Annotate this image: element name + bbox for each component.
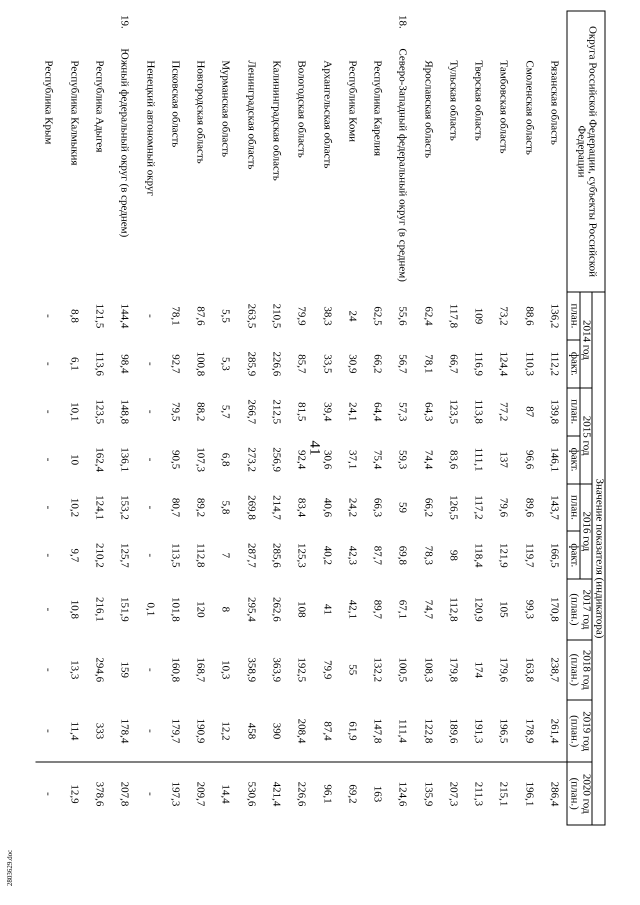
- value-cell: 238,7: [548, 657, 561, 683]
- value-cell: 79,6: [497, 497, 510, 518]
- value-cell: 108,3: [421, 657, 434, 683]
- value-cell: -: [143, 667, 156, 672]
- value-cell: 208,4: [295, 718, 308, 744]
- value-cell: 209,7: [187, 762, 212, 825]
- value-cell: 118,4: [472, 543, 485, 568]
- value-cell: 88,6: [522, 306, 535, 326]
- value-cell: 197,3: [162, 762, 187, 825]
- region-name: Тульская область: [446, 60, 459, 141]
- value-cell: 210,2: [93, 542, 106, 568]
- value-cell: 151,9: [118, 597, 131, 622]
- header-region: Округа Российской Федерации, субъекты Российской Федерации: [567, 11, 605, 292]
- value-cell: 216,1: [93, 597, 106, 622]
- value-cell: 96,1: [313, 762, 338, 825]
- value-cell: 56,7: [396, 354, 409, 374]
- value-cell: 67,1: [396, 599, 409, 620]
- region-name: Республика Карелия: [371, 60, 384, 157]
- table-row: [187, 11, 212, 825]
- value-cell: 126,5: [446, 495, 459, 520]
- region-name: Республика Коми: [345, 60, 358, 143]
- value-cell: 166,5: [548, 542, 561, 568]
- region-name: Республика Калмыкия: [67, 60, 80, 166]
- value-cell: -: [42, 505, 55, 510]
- value-cell: -: [42, 729, 55, 733]
- row-number: [35, 11, 60, 46]
- value-cell: 89,7: [371, 599, 384, 620]
- value-cell: 125,7: [118, 542, 131, 568]
- value-cell: 210,5: [269, 303, 282, 329]
- region-name: Ярославская область: [421, 60, 434, 159]
- value-cell: -: [143, 409, 156, 414]
- value-cell: 79,9: [320, 660, 333, 680]
- page-number: 41: [306, 440, 323, 456]
- value-cell: 92,4: [295, 449, 308, 470]
- value-cell: 112,8: [446, 597, 459, 622]
- value-cell: 81,5: [295, 402, 308, 422]
- row-number: [288, 11, 313, 46]
- row-number: [162, 11, 187, 46]
- value-cell: 153,2: [118, 495, 131, 520]
- value-cell: 123,5: [93, 399, 106, 425]
- value-cell: 112,2: [548, 351, 561, 376]
- row-number: [187, 11, 212, 46]
- value-cell: 358,9: [244, 657, 257, 683]
- value-cell: 99,3: [522, 599, 535, 620]
- value-cell: 14,4: [212, 762, 237, 825]
- value-cell: 66,2: [421, 497, 434, 518]
- value-cell: 207,8: [111, 762, 136, 825]
- value-cell: 12,2: [219, 721, 232, 741]
- value-cell: 33,5: [320, 354, 333, 374]
- value-cell: 121,5: [93, 303, 106, 329]
- value-cell: 139,8: [548, 399, 561, 425]
- value-cell: 144,4: [118, 303, 131, 329]
- value-cell: 390: [269, 722, 282, 740]
- region-name: Псковская область: [168, 60, 181, 148]
- value-cell: 143,7: [548, 495, 561, 520]
- value-cell: 421,4: [263, 762, 288, 825]
- value-cell: 5,8: [219, 500, 232, 515]
- value-cell: 69,8: [396, 545, 409, 565]
- value-cell: 458: [244, 722, 257, 740]
- row-number: [60, 11, 85, 46]
- value-cell: 162,4: [93, 447, 106, 472]
- value-cell: 135,9: [414, 762, 439, 825]
- value-cell: 294,6: [93, 657, 106, 683]
- table-row: [35, 11, 60, 825]
- value-cell: 215,1: [490, 762, 515, 825]
- value-cell: 89,2: [194, 497, 207, 518]
- region-name: Тамбовская область: [497, 60, 510, 154]
- value-cell: 168,7: [194, 657, 207, 683]
- value-cell: -: [143, 361, 156, 366]
- value-cell: 116,9: [472, 351, 485, 376]
- value-cell: 57,3: [396, 402, 409, 422]
- row-number: [414, 11, 439, 46]
- header-plan: план.: [567, 292, 580, 340]
- row-number: [136, 11, 161, 46]
- value-cell: 163,8: [522, 657, 535, 683]
- value-cell: 117,8: [446, 303, 459, 329]
- value-cell: 5,5: [219, 309, 232, 323]
- value-cell: 212,5: [269, 399, 282, 425]
- value-cell: 10,2: [67, 497, 80, 518]
- table-row: [313, 11, 338, 825]
- value-cell: 121,9: [497, 542, 510, 568]
- table-row: [490, 11, 515, 825]
- table-row: [515, 11, 540, 825]
- value-cell: -: [143, 314, 156, 318]
- value-cell: 256,9: [269, 447, 282, 472]
- table-row: [237, 11, 262, 825]
- table-row: [338, 11, 363, 825]
- value-cell: 266,7: [244, 399, 257, 425]
- value-cell: 11,4: [67, 721, 80, 741]
- value-cell: 78,1: [421, 354, 434, 374]
- value-cell: 83,4: [295, 497, 308, 518]
- region-name: Ленинградская область: [244, 60, 257, 170]
- header-fact: факт.: [567, 531, 580, 579]
- value-cell: 40,2: [320, 545, 333, 565]
- value-cell: 10,1: [67, 402, 80, 422]
- value-cell: 178,4: [118, 718, 131, 744]
- value-cell: 159: [118, 661, 131, 679]
- value-cell: 179,6: [497, 657, 510, 683]
- value-cell: 113,6: [93, 351, 106, 376]
- value-cell: 108: [295, 601, 308, 618]
- value-cell: 107,3: [194, 447, 207, 472]
- value-cell: -: [42, 553, 55, 558]
- region-name: Республика Адыгея: [93, 60, 106, 153]
- value-cell: 124,4: [497, 351, 510, 377]
- value-cell: 196,1: [515, 762, 540, 825]
- row-number: [263, 11, 288, 46]
- value-cell: 5,3: [219, 356, 232, 371]
- value-cell: 269,8: [244, 495, 257, 520]
- value-cell: 74,4: [421, 449, 434, 470]
- value-cell: 137: [497, 451, 510, 468]
- value-cell: 37,1: [345, 449, 358, 470]
- value-cell: 79,5: [168, 402, 181, 422]
- value-cell: 5,7: [219, 404, 232, 419]
- table-row: [541, 11, 567, 825]
- value-cell: 0,1: [143, 602, 156, 617]
- value-cell: 38,3: [320, 306, 333, 326]
- value-cell: 12,9: [60, 762, 85, 825]
- value-cell: 192,5: [295, 657, 308, 683]
- row-number: 19.: [118, 15, 131, 29]
- value-cell: 146,1: [548, 447, 561, 472]
- value-cell: 64,4: [371, 402, 384, 422]
- value-cell: -: [42, 457, 55, 462]
- table-row: [111, 11, 136, 825]
- value-cell: -: [143, 505, 156, 510]
- header-indicator-group: Значение показателя (индикатора): [592, 292, 605, 825]
- value-cell: 285,6: [269, 542, 282, 568]
- value-cell: 112,8: [194, 543, 207, 568]
- value-cell: -: [143, 553, 156, 558]
- value-cell: 87: [522, 406, 535, 418]
- table-row: [465, 11, 490, 825]
- value-cell: -: [42, 667, 55, 672]
- region-name: Вологодская область: [295, 60, 308, 158]
- row-number: [439, 11, 464, 46]
- value-cell: 136,1: [118, 447, 131, 472]
- value-cell: 363,9: [269, 657, 282, 683]
- value-cell: 136,2: [548, 303, 561, 329]
- table-body: [35, 11, 567, 825]
- value-cell: 105: [497, 601, 510, 618]
- value-cell: 147,8: [371, 718, 384, 744]
- region-name: Мурманская область: [219, 60, 232, 158]
- region-name: Рязанская область: [548, 60, 561, 145]
- table-row: [136, 11, 161, 825]
- value-cell: 530,6: [237, 762, 262, 825]
- value-cell: 123,5: [446, 399, 459, 425]
- value-cell: 24,1: [345, 402, 358, 422]
- row-number: [490, 11, 515, 46]
- value-cell: 13,3: [67, 660, 80, 680]
- value-cell: 196,5: [497, 718, 510, 744]
- table-row: [263, 11, 288, 825]
- value-cell: 74,7: [421, 599, 434, 620]
- region-name: Смоленская область: [522, 60, 535, 155]
- value-cell: 287,7: [244, 542, 257, 568]
- header-year-2019: 2019 год (план.): [567, 700, 592, 762]
- value-cell: 120: [194, 601, 207, 618]
- value-cell: 262,6: [269, 597, 282, 622]
- header-fact: факт.: [567, 340, 580, 388]
- value-cell: 87,7: [371, 545, 384, 565]
- value-cell: -: [35, 762, 60, 825]
- value-cell: 80,7: [168, 497, 181, 518]
- value-cell: 87,4: [320, 721, 333, 741]
- value-cell: 62,4: [421, 306, 434, 326]
- value-cell: 163: [364, 762, 389, 825]
- region-name: Южный федеральный округ (в среднем): [118, 48, 131, 238]
- value-cell: -: [42, 409, 55, 414]
- value-cell: 119,7: [522, 543, 535, 568]
- value-cell: 214,7: [269, 495, 282, 520]
- value-cell: 83,6: [446, 449, 459, 470]
- value-cell: -: [143, 457, 156, 462]
- row-number: [338, 11, 363, 46]
- value-cell: 263,5: [244, 303, 257, 329]
- value-cell: 111,4: [396, 718, 409, 743]
- table-row: [212, 11, 237, 825]
- row-number: [515, 11, 540, 46]
- value-cell: 285,9: [244, 351, 257, 377]
- value-cell: 226,6: [288, 762, 313, 825]
- row-number: [313, 11, 338, 46]
- header-year-2015: 2015 год: [579, 388, 592, 484]
- value-cell: 191,3: [472, 718, 485, 744]
- header-year-2020: 2020 год (план.): [567, 762, 592, 825]
- table-row: [86, 11, 111, 825]
- value-cell: 190,9: [194, 718, 207, 744]
- header-year-2018: 2018 год (план.): [567, 640, 592, 700]
- value-cell: 113,8: [472, 399, 485, 424]
- value-cell: 98,4: [118, 354, 131, 374]
- value-cell: 226,6: [269, 351, 282, 377]
- value-cell: 8,8: [67, 309, 80, 323]
- table-row: [60, 11, 85, 825]
- value-cell: 59: [396, 501, 409, 513]
- value-cell: 124,1: [93, 495, 106, 520]
- value-cell: 78,3: [421, 545, 434, 565]
- region-name: Северо-Западный федеральный округ (в среднем): [396, 48, 409, 282]
- value-cell: 179,8: [446, 657, 459, 683]
- value-cell: 40,6: [320, 497, 333, 518]
- region-name: Новгородская область: [194, 60, 207, 164]
- value-cell: 10,8: [67, 599, 80, 620]
- value-cell: 96,6: [522, 449, 535, 470]
- value-cell: 75,4: [371, 449, 384, 470]
- value-cell: 170,8: [548, 597, 561, 622]
- value-cell: 124,6: [389, 762, 414, 825]
- value-cell: 333: [93, 722, 106, 740]
- region-name: Ненецкий автономный округ: [143, 60, 156, 196]
- value-cell: 24,2: [345, 497, 358, 518]
- value-cell: 66,7: [446, 354, 459, 374]
- value-cell: 6,8: [219, 452, 232, 467]
- value-cell: 273,2: [244, 447, 257, 472]
- value-cell: 111,1: [472, 447, 485, 472]
- value-cell: 61,9: [345, 721, 358, 741]
- value-cell: 148,8: [118, 399, 131, 425]
- value-cell: 295,4: [244, 597, 257, 622]
- value-cell: -: [136, 762, 161, 825]
- table-row: [288, 11, 313, 825]
- value-cell: 39,4: [320, 402, 333, 422]
- region-name: Архангельская область: [320, 60, 333, 169]
- region-name: Республика Крым: [42, 60, 55, 145]
- value-cell: 66,2: [371, 354, 384, 374]
- value-cell: 10,3: [219, 660, 232, 680]
- value-cell: 7: [219, 552, 232, 559]
- rotated-table-container: [35, 11, 605, 826]
- value-cell: 6,1: [67, 356, 80, 371]
- value-cell: 120,9: [472, 597, 485, 622]
- value-cell: 101,8: [168, 597, 181, 622]
- value-cell: 117,2: [472, 495, 485, 520]
- value-cell: 286,4: [541, 762, 567, 825]
- row-number: [364, 11, 389, 46]
- value-cell: 42,1: [345, 599, 358, 620]
- value-cell: 73,2: [497, 306, 510, 326]
- header-year-2017: 2017 год (план.): [567, 579, 592, 639]
- table-row: [364, 11, 389, 825]
- value-cell: 90,5: [168, 449, 181, 470]
- header-plan: план.: [567, 388, 580, 436]
- value-cell: 113,5: [168, 543, 181, 568]
- value-cell: 100,8: [194, 351, 207, 377]
- table-row: [439, 11, 464, 825]
- row-number: [212, 11, 237, 46]
- document-code: 2803629.doc: [6, 849, 14, 887]
- value-cell: 100,5: [396, 657, 409, 683]
- value-cell: 30,9: [345, 354, 358, 374]
- header-fact: факт.: [567, 436, 580, 484]
- value-cell: -: [143, 729, 156, 733]
- value-cell: 10: [67, 454, 80, 466]
- value-cell: -: [42, 607, 55, 612]
- value-cell: 85,7: [295, 354, 308, 374]
- value-cell: 87,6: [194, 306, 207, 326]
- value-cell: 178,9: [522, 718, 535, 744]
- row-number: [237, 11, 262, 46]
- value-cell: 125,3: [295, 542, 308, 568]
- table-row: [414, 11, 439, 825]
- value-cell: 79,9: [295, 306, 308, 326]
- value-cell: 42,3: [345, 545, 358, 565]
- value-cell: 62,5: [371, 306, 384, 326]
- value-cell: 78,1: [168, 306, 181, 326]
- value-cell: 64,3: [421, 402, 434, 422]
- value-cell: 261,4: [548, 718, 561, 744]
- value-cell: 110,3: [522, 351, 535, 376]
- value-cell: 207,3: [439, 762, 464, 825]
- value-cell: -: [42, 361, 55, 366]
- region-name: Калининградская область: [269, 60, 282, 181]
- header-year-2014: 2014 год: [579, 292, 592, 388]
- row-number: [541, 11, 567, 46]
- value-cell: 77,2: [497, 402, 510, 422]
- value-cell: -: [42, 314, 55, 318]
- header-year-2016: 2016 год: [579, 484, 592, 580]
- value-cell: 189,6: [446, 718, 459, 744]
- value-cell: 8: [219, 606, 232, 613]
- value-cell: 211,3: [465, 762, 490, 825]
- value-cell: 55,6: [396, 306, 409, 326]
- value-cell: 132,2: [371, 657, 384, 683]
- indicator-table: [35, 11, 605, 826]
- value-cell: 30,6: [320, 449, 333, 470]
- table-row: [389, 11, 414, 825]
- row-number: [465, 11, 490, 46]
- value-cell: 9,7: [67, 548, 80, 563]
- value-cell: 66,3: [371, 497, 384, 518]
- header-plan: план.: [567, 484, 580, 532]
- value-cell: 179,7: [168, 718, 181, 744]
- table-header: [567, 11, 605, 825]
- value-cell: 24: [345, 310, 358, 322]
- value-cell: 59,3: [396, 449, 409, 470]
- value-cell: 109: [472, 307, 485, 325]
- region-name: Тверская область: [472, 60, 485, 141]
- row-number: [86, 11, 111, 46]
- value-cell: 55: [345, 664, 358, 676]
- value-cell: 378,6: [86, 762, 111, 825]
- value-cell: 89,6: [522, 497, 535, 518]
- row-number: 18.: [396, 15, 409, 29]
- value-cell: 122,8: [421, 718, 434, 744]
- value-cell: 174: [472, 661, 485, 679]
- value-cell: 98: [446, 549, 459, 561]
- value-cell: 88,2: [194, 402, 207, 422]
- value-cell: 69,2: [338, 762, 363, 825]
- value-cell: 41: [320, 603, 333, 615]
- value-cell: 92,7: [168, 354, 181, 374]
- value-cell: 160,8: [168, 657, 181, 683]
- table-row: [162, 11, 187, 825]
